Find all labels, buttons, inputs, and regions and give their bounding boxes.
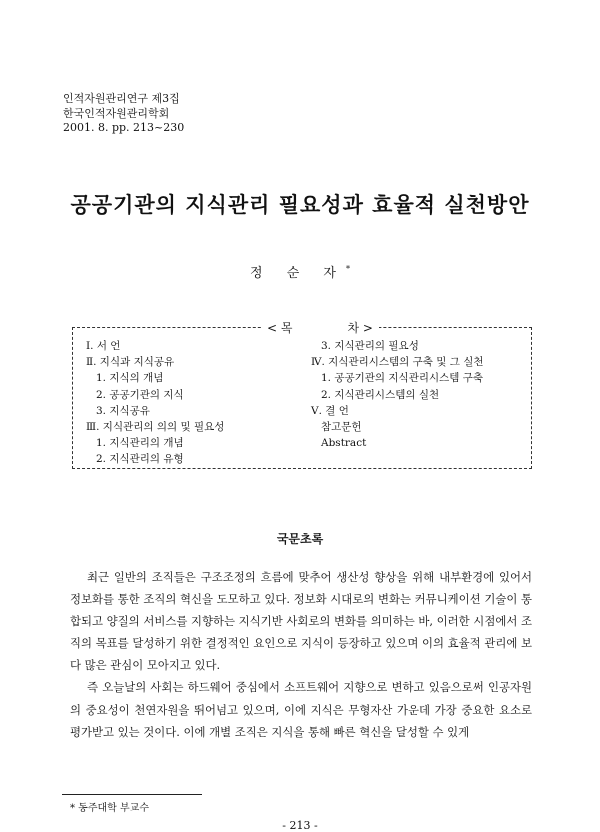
- toc-item: 1. 지식관리의 개념: [96, 437, 184, 450]
- toc-heading-right: 차 >: [347, 321, 373, 335]
- toc-item: 2. 지식관리시스템의 실천: [321, 388, 440, 401]
- journal-info: [63, 92, 184, 136]
- toc-item: 3. 지식관리의 필요성: [321, 340, 419, 352]
- toc-left-column: [86, 338, 224, 468]
- toc-item: 3. 지식공유: [96, 404, 150, 417]
- toc-item: Ⅱ. 지식과 지식공유: [86, 356, 175, 369]
- toc-item: 2. 지식관리의 유형: [96, 453, 184, 466]
- author: [0, 262, 600, 281]
- page-number: - 213 -: [282, 819, 318, 832]
- toc-heading: [261, 319, 379, 336]
- footnote-rule: [62, 794, 202, 795]
- table-of-contents: [72, 321, 532, 469]
- toc-item: Ⅴ. 결 언: [311, 404, 349, 417]
- toc-item: Abstract: [321, 437, 367, 450]
- journal-name: 인적자원관리연구 제3집: [63, 92, 180, 105]
- paper-title: 공공기관의 지식관리 필요성과 효율적 실천방안: [70, 192, 530, 217]
- toc-right-column: [311, 338, 484, 451]
- footnote: * 동주대학 부교수: [70, 803, 149, 814]
- paragraph: 최근 일반의 조직들은 구조조정의 흐름에 맞추어 생산성 향상을 위해 내부환경에 있어서 정보화를 통한 조직의 혁신을 도모하고 있다. 정보화 시대로의 변화는 커뮤니케이션 기술이 통합되고 양질의 서비스를 지향하는 지식기반 사회로의 변화를 의미하는 바, 이러한 시점에서 조직의 목표를 달성하기 위한 결정적인 요인으로 지식이 등장하고 있으며 이의 효율적 관리에 보다 많은 관심이 모아지고 있다.: [70, 570, 532, 673]
- journal-society: 한국인적자원관리학회: [63, 106, 170, 120]
- toc-item: 1. 지식의 개념: [96, 372, 164, 385]
- toc-item: Ⅳ. 지식관리시스템의 구축 및 그 실천: [311, 356, 484, 369]
- abstract-body: [70, 566, 532, 743]
- paragraph: 즉 오늘날의 사회는 하드웨어 중심에서 소프트웨어 지향으로 변하고 있음으로써 인공자원의 중요성이 천연자원을 뛰어넘고 있으며, 이에 지식은 무형자산 가운데 가장 중요한 요소로 평가받고 있는 것이다. 이에 개별 조직은 지식을 통해 빠른 혁신을 달성할 수 있게: [70, 680, 532, 739]
- toc-item: 1. 공공기관의 지식관리시스템 구축: [321, 372, 484, 385]
- toc-item: Ⅰ. 서 언: [86, 340, 121, 352]
- author-footnote-mark: *: [345, 264, 350, 274]
- toc-item: 2. 공공기관의 지식: [96, 388, 184, 401]
- abstract-heading: 국문초록: [276, 532, 324, 546]
- toc-item: Ⅲ. 지식관리의 의의 및 필요성: [86, 421, 225, 434]
- journal-pages: 2001. 8. pp. 213~230: [63, 121, 185, 134]
- toc-item: 참고문헌: [321, 421, 362, 434]
- author-name: 정 순 자: [250, 266, 346, 281]
- toc-heading-left: < 목: [267, 321, 293, 335]
